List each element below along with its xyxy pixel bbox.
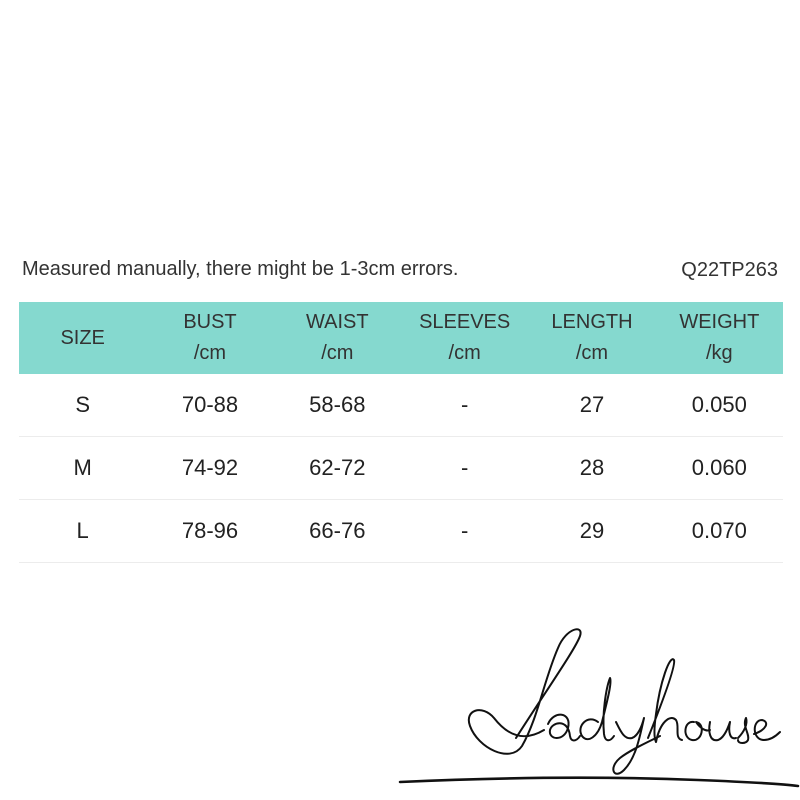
column-header-label: LENGTH: [551, 311, 633, 333]
column-header-label: WAIST: [306, 311, 369, 333]
cell-size: S: [19, 374, 146, 437]
column-header-unit: /cm: [575, 342, 609, 364]
logo-stroke-u: [709, 722, 736, 740]
cell-sleeves: -: [401, 374, 528, 437]
cell-weight: 0.050: [656, 374, 783, 437]
table-header-row: [19, 302, 783, 374]
ladyhouse-logo: [398, 618, 800, 800]
size-chart-table: [19, 302, 783, 563]
logo-stroke-e: [754, 720, 780, 740]
cell-bust: 74-92: [146, 437, 273, 500]
column-header-unit: /kg: [705, 342, 733, 364]
cell-sleeves: -: [401, 437, 528, 500]
cell-size: M: [19, 437, 146, 500]
product-code: Q22TP263: [681, 259, 778, 281]
logo-stroke-a: [548, 715, 580, 741]
column-header-size: [19, 302, 146, 374]
column-header-unit: /cm: [193, 342, 227, 364]
cell-size: L: [19, 500, 146, 563]
table-row: [19, 500, 783, 563]
column-header-unit: /cm: [321, 342, 354, 364]
column-header-waist: [274, 302, 401, 374]
column-header-label: SLEEVES: [419, 311, 511, 333]
cell-weight: 0.060: [656, 437, 783, 500]
cell-length: 27: [528, 374, 655, 437]
cell-length: 28: [528, 437, 655, 500]
column-header-weight: [656, 302, 783, 374]
cell-bust: 78-96: [146, 500, 273, 563]
column-header-unit: /cm: [448, 342, 481, 364]
logo-baseline-swash: [400, 778, 798, 786]
table-row: [19, 374, 783, 437]
cell-waist: 58-68: [274, 374, 401, 437]
logo-stroke-h: [648, 659, 682, 742]
column-header-label: SIZE: [60, 326, 105, 349]
column-header-length: [528, 302, 655, 374]
measurement-note: Measured manually, there might be 1-3cm errors.: [22, 258, 459, 280]
logo-stroke-s: [738, 718, 748, 743]
cell-weight: 0.070: [656, 500, 783, 563]
logo-stroke-d: [580, 678, 614, 740]
cell-waist: 62-72: [274, 437, 401, 500]
table-row: [19, 437, 783, 500]
column-header-sleeves: [401, 302, 528, 374]
column-header-label: BUST: [183, 311, 237, 333]
cell-waist: 66-76: [274, 500, 401, 563]
column-header-label: WEIGHT: [679, 311, 760, 333]
column-header-bust: [146, 302, 273, 374]
cell-bust: 70-88: [146, 374, 273, 437]
cell-length: 29: [528, 500, 655, 563]
logo-stroke-o: [685, 722, 710, 740]
cell-sleeves: -: [401, 500, 528, 563]
